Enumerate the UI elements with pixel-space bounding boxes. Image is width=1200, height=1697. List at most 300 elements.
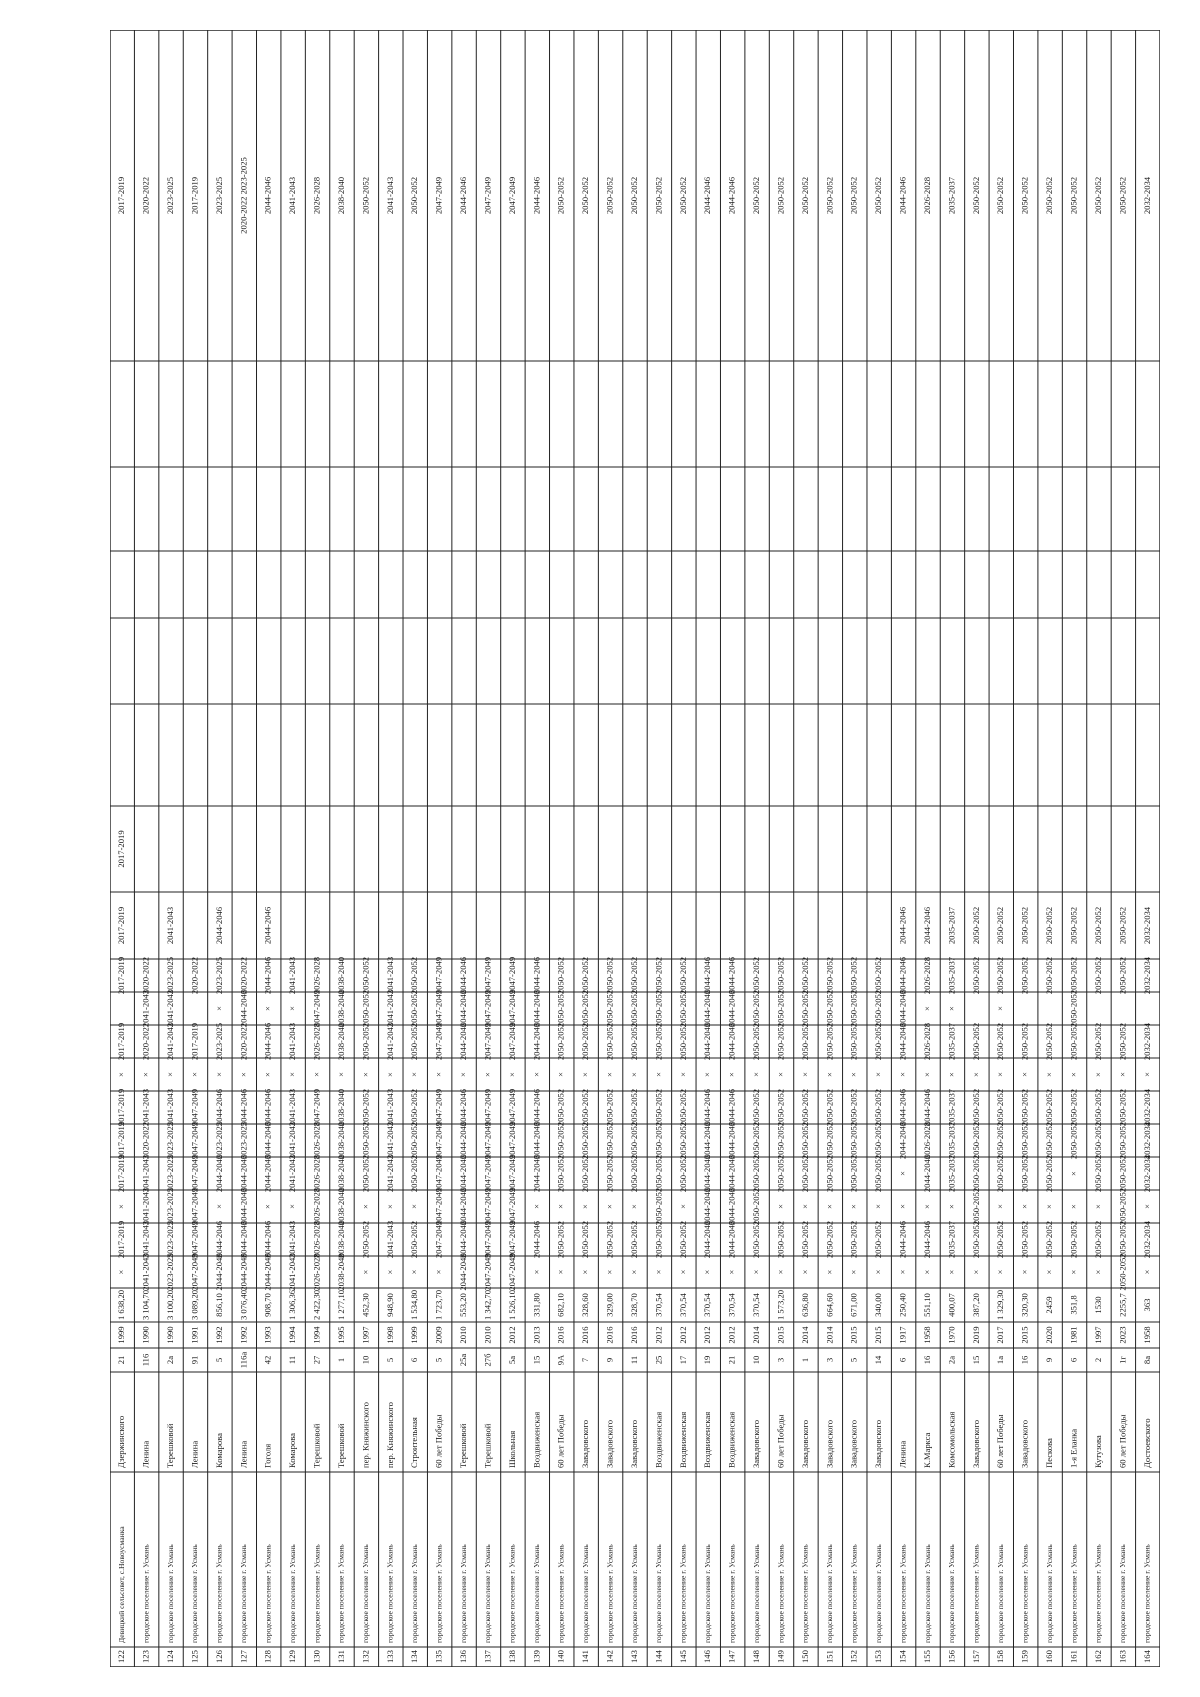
table-cell-area: 1 534,80: [409, 1289, 420, 1321]
table-cell-settlement: городское поселение г. Усмань: [361, 1544, 371, 1643]
table-cell-no: 151: [824, 1650, 835, 1663]
table-cell-c6: 2050-2052: [653, 1088, 664, 1127]
table-cell-year: 1958: [921, 1326, 932, 1344]
table-cell-c18: 2041-2043: [384, 176, 395, 215]
table-cell-street: 60 лет Победы: [433, 1414, 444, 1468]
table-cell-no: 142: [604, 1650, 615, 1663]
table-cell-c8: 2050-2052: [873, 1022, 884, 1061]
table-cell-c6: 2044-2046: [262, 1088, 273, 1127]
table-cell-c11: 2044-2046: [921, 906, 932, 945]
table-cell-settlement: городское поселение г. Усмань: [507, 1544, 517, 1643]
table-cell-c3: 2044-2046: [238, 1187, 249, 1226]
table-cell-c3: ×: [1068, 1204, 1079, 1209]
table-cell-c8: 2044-2046: [726, 1022, 737, 1061]
table-cell-street: Пескова: [1044, 1438, 1055, 1468]
table-cell-house: 15: [531, 1355, 542, 1365]
table-cell-c1: ×: [604, 1269, 615, 1275]
table-cell-c10: 2044-2046: [531, 956, 542, 995]
table-cell-year: 2015: [775, 1326, 786, 1344]
table-cell-area: 370,54: [677, 1293, 688, 1317]
table-cell-year: 1917: [897, 1326, 908, 1344]
table-cell-no: 146: [702, 1650, 713, 1663]
table-cell-c2: 2044-2046: [921, 1220, 932, 1259]
table-cell-no: 162: [1092, 1650, 1103, 1663]
table-cell-c9: ×: [262, 1006, 273, 1011]
table-cell-c8: 2050-2052: [751, 1022, 762, 1061]
table-cell-c1: ×: [799, 1269, 810, 1275]
table-cell-c2: 2050-2052: [555, 1220, 566, 1259]
table-cell-c10: 2050-2052: [360, 956, 371, 995]
table-cell-c6: 2050-2052: [848, 1088, 859, 1127]
table-cell-c6: 2044-2046: [897, 1088, 908, 1127]
table-cell-c2: 2050-2052: [799, 1220, 810, 1259]
table-cell-c8: 2041-2043: [384, 1022, 395, 1061]
table-cell-c10: 2023-2025: [165, 956, 176, 995]
table-cell-house: 116: [140, 1353, 151, 1367]
table-cell-c5: 2050-2052: [360, 1121, 371, 1160]
table-cell-c7: ×: [409, 1072, 420, 1077]
table-cell-c18: 2035-2037: [946, 176, 957, 215]
table-cell-c18: 2017-2019: [189, 176, 200, 215]
table-cell-c5: 2047-2049: [189, 1121, 200, 1160]
table-cell-c7: ×: [677, 1072, 688, 1077]
table-cell-street: пер. Княжинского: [360, 1402, 371, 1468]
table-cell-c6: 2044-2046: [921, 1088, 932, 1127]
table-cell-c6: 2050-2052: [360, 1088, 371, 1127]
table-cell-c2: 2050-2052: [1092, 1220, 1103, 1259]
table-cell-area: 387,20: [970, 1293, 981, 1317]
table-cell-area: 2459: [1044, 1296, 1055, 1314]
table-cell-c7: ×: [165, 1072, 176, 1077]
table-cell-c9: 2044-2046: [726, 989, 737, 1028]
table-cell-c5: 2047-2049: [482, 1121, 493, 1160]
table-cell-year: 1997: [1092, 1326, 1103, 1344]
table-cell-c1: ×: [531, 1269, 542, 1275]
table-cell-c10: 2020-2022: [189, 956, 200, 995]
table-cell-c7: ×: [873, 1072, 884, 1077]
table-cell-area: 351,8: [1068, 1295, 1079, 1315]
table-cell-c6: 2044-2046: [531, 1088, 542, 1127]
table-cell-c3: ×: [995, 1204, 1006, 1209]
table-cell-year: 1997: [360, 1326, 371, 1344]
table-cell-c1: ×: [1141, 1269, 1152, 1275]
table-cell-c5: 2047-2049: [433, 1121, 444, 1160]
table-cell-c2: 2044-2046: [213, 1220, 224, 1259]
table-cell-c18: 2038-2040: [335, 176, 346, 215]
table-cell-c6: 2041-2043: [165, 1088, 176, 1127]
table-cell-c8: 2050-2052: [995, 1022, 1006, 1061]
table-cell-house: 5: [433, 1357, 444, 1363]
table-cell-c3: ×: [116, 1204, 127, 1209]
table-cell-c3: 2047-2049: [482, 1187, 493, 1226]
table-cell-c10: 2050-2052: [824, 956, 835, 995]
table-cell-year: 2014: [799, 1326, 810, 1344]
table-cell-year: 1958: [1141, 1326, 1152, 1344]
table-cell-house: 7: [580, 1357, 591, 1363]
table-cell-c4: 2050-2052: [775, 1154, 786, 1193]
table-cell-c8: 2050-2052: [1019, 1022, 1030, 1061]
table-cell-house: 6: [1068, 1357, 1079, 1363]
table-cell-c7: ×: [824, 1072, 835, 1077]
table-cell-c10: 2038-2040: [335, 956, 346, 995]
table-cell-c4: 2032-2034: [1141, 1154, 1152, 1193]
table-cell-area: 370,54: [702, 1293, 713, 1317]
table-cell-c2: 2041-2043: [140, 1220, 151, 1259]
table-cell-house: 27: [311, 1355, 322, 1365]
table-cell-c3: ×: [604, 1204, 615, 1209]
table-cell-c8: 2044-2046: [531, 1022, 542, 1061]
table-cell-c2: 2050-2052: [848, 1220, 859, 1259]
table-cell-c6: 2050-2052: [873, 1088, 884, 1127]
table-cell-c5: 2050-2052: [628, 1121, 639, 1160]
table-cell-c5: 2023-2025: [213, 1121, 224, 1160]
table-cell-settlement: городское поселение г. Усмань: [922, 1544, 932, 1643]
table-cell-c3: ×: [873, 1204, 884, 1209]
table-cell-c5: 2026-2028: [311, 1121, 322, 1160]
table-cell-c1: 2023-2025: [165, 1253, 176, 1291]
table-cell-c9: 2050-2052: [799, 989, 810, 1028]
table-cell-c9: 2041-2043: [140, 989, 151, 1028]
table-cell-c6: 2047-2049: [506, 1088, 517, 1127]
table-cell-c10: 2041-2043: [384, 956, 395, 995]
table-cell-c1: ×: [751, 1269, 762, 1275]
table-cell-no: 144: [653, 1650, 664, 1663]
table-cell-c4: 2050-2052: [653, 1154, 664, 1193]
table-cell-c18: 2050-2052: [604, 176, 615, 215]
table-cell-area: 1 526,10: [506, 1289, 517, 1321]
table-cell-year: 2014: [824, 1326, 835, 1344]
table-cell-c2: 2026-2028: [311, 1220, 322, 1259]
table-cell-c5: 2020-2022: [140, 1121, 151, 1160]
table-cell-street: Завадовского: [751, 1419, 762, 1468]
table-cell-house: 11: [628, 1355, 639, 1365]
table-cell-area: 551,10: [921, 1293, 932, 1317]
table-cell-settlement: городское поселение г. Усмань: [1093, 1544, 1103, 1643]
table-cell-c4: 2050-2052: [970, 1154, 981, 1193]
table-cell-c6: 2044-2046: [702, 1088, 713, 1127]
table-cell-c6: 2047-2049: [189, 1088, 200, 1127]
table-cell-c9: ×: [921, 1006, 932, 1011]
table-cell-street: Завадовского: [799, 1419, 810, 1468]
table-cell-c6: 2050-2052: [1092, 1088, 1103, 1127]
table-cell-c10: 2035-2037: [946, 956, 957, 995]
table-cell-year: 2012: [506, 1326, 517, 1344]
table-cell-no: 155: [921, 1650, 932, 1663]
table-cell-year: 1999: [409, 1326, 420, 1344]
table-cell-c7: ×: [140, 1072, 151, 1077]
table-cell-year: 2012: [653, 1326, 664, 1344]
table-cell-c10: 2050-2052: [677, 956, 688, 995]
table-cell-area: 636,80: [799, 1293, 810, 1317]
table-cell-c10: 2026-2028: [311, 956, 322, 995]
table-cell-c9: 2050-2052: [775, 989, 786, 1028]
table-cell-c10: 2050-2052: [799, 956, 810, 995]
table-cell-c18: 2050-2052: [799, 176, 810, 215]
table-cell-c1: 2041-2043: [140, 1253, 151, 1291]
table-cell-c4: 2050-2052: [409, 1154, 420, 1193]
table-cell-c7: ×: [335, 1072, 346, 1077]
table-cell-c2: 2050-2052: [360, 1220, 371, 1259]
table-cell-c10: 2050-2052: [604, 956, 615, 995]
table-cell-year: 2016: [580, 1326, 591, 1344]
table-cell-c18: 2050-2052: [873, 176, 884, 215]
table-cell-c6: 2050-2052: [677, 1088, 688, 1127]
table-cell-c8: 2050-2052: [970, 1022, 981, 1061]
table-cell-c7: ×: [360, 1072, 371, 1077]
table-cell-c10: 2050-2052: [1117, 956, 1128, 995]
table-cell-c1: ×: [1068, 1269, 1079, 1275]
table-cell-c2: 2017-2019: [116, 1220, 127, 1259]
table-cell-c3: ×: [555, 1204, 566, 1209]
table-cell-settlement: городское поселение г. Усмань: [996, 1544, 1006, 1643]
table-cell-area: 329,00: [604, 1293, 615, 1317]
table-cell-street: Терешковой: [482, 1423, 493, 1468]
table-cell-area: 320,30: [1019, 1293, 1030, 1317]
table-cell-c1: ×: [897, 1269, 908, 1275]
table-cell-year: 2014: [751, 1326, 762, 1344]
table-cell-c7: ×: [580, 1072, 591, 1077]
table-cell-street: Завадовского: [970, 1419, 981, 1468]
table-cell-c5: 2050-2052: [580, 1121, 591, 1160]
table-cell-area: 682,10: [555, 1293, 566, 1317]
table-cell-c3: ×: [897, 1204, 908, 1209]
table-cell-settlement: городское поселение г. Усмань: [1118, 1544, 1128, 1643]
table-cell-settlement: городское поселение г. Усмань: [141, 1544, 151, 1643]
table-cell-c3: ×: [287, 1204, 298, 1209]
table-cell-c10: 2026-2028: [921, 956, 932, 995]
table-cell-no: 140: [555, 1650, 566, 1663]
table-cell-c5: 2044-2046: [458, 1121, 469, 1160]
table-cell-c8: 2050-2052: [824, 1022, 835, 1061]
table-cell-c3: ×: [775, 1204, 786, 1209]
table-cell-settlement: городское поселение г. Усмань: [580, 1544, 590, 1643]
table-cell-c3: 2050-2052: [970, 1187, 981, 1226]
table-cell-c8: 2050-2052: [775, 1022, 786, 1061]
table-cell-area: 1 306,36: [287, 1289, 298, 1321]
table-cell-c5: 2050-2052: [775, 1121, 786, 1160]
table-cell-street: 60 лет Победы: [1117, 1414, 1128, 1468]
table-cell-c6: 2050-2052: [628, 1088, 639, 1127]
table-cell-c1: 2050-2052: [1117, 1253, 1128, 1291]
table-cell-c9: 2050-2052: [360, 989, 371, 1028]
table-cell-c10: 2050-2052: [1068, 956, 1079, 995]
table-cell-area: 370,54: [653, 1293, 664, 1317]
table-cell-c7: ×: [433, 1072, 444, 1077]
table-cell-c2: 2050-2052: [775, 1220, 786, 1259]
table-cell-c8: 2038-2040: [335, 1022, 346, 1061]
table-cell-settlement: городское поселение г. Усмань: [190, 1544, 200, 1643]
table-cell-street: Воздвиженская: [653, 1411, 664, 1468]
table-cell-no: 158: [995, 1650, 1006, 1663]
table-cell-house: 21: [116, 1355, 127, 1365]
table-cell-c5: 2041-2043: [287, 1121, 298, 1160]
table-cell-house: 2а: [165, 1355, 176, 1365]
table-cell-c5: 2050-2052: [555, 1121, 566, 1160]
table-cell-c6: 2050-2052: [799, 1088, 810, 1127]
table-cell-c10: 2044-2046: [897, 956, 908, 995]
table-cell-c8: 2047-2049: [506, 1022, 517, 1061]
table-cell-c5: 2050-2052: [409, 1121, 420, 1160]
table-cell-c5: 2044-2046: [726, 1121, 737, 1160]
table-cell-settlement: городское поселение г. Усмань: [214, 1544, 224, 1643]
table-cell-c7: ×: [751, 1072, 762, 1077]
table-cell-c18: 2050-2052: [1044, 176, 1055, 215]
table-cell-c7: ×: [213, 1072, 224, 1077]
table-cell-c9: 2047-2049: [482, 989, 493, 1028]
table-cell-house: 16: [1019, 1355, 1030, 1365]
table-cell-c7: ×: [287, 1072, 298, 1077]
table-cell-c7: ×: [531, 1072, 542, 1077]
table-cell-c5: 2050-2052: [799, 1121, 810, 1160]
table-cell-c2: 2050-2052: [1044, 1220, 1055, 1259]
table-cell-c2: 2050-2052: [409, 1220, 420, 1259]
table-cell-house: 16: [921, 1355, 932, 1365]
table-cell-year: 2019: [970, 1326, 981, 1344]
table-cell-c4: 2050-2052: [1092, 1154, 1103, 1193]
table-cell-c7: ×: [848, 1072, 859, 1077]
table-cell-c7: ×: [506, 1072, 517, 1077]
table-cell-no: 122: [116, 1650, 127, 1663]
table-cell-c2: 2050-2052: [1117, 1220, 1128, 1259]
table-cell-c2: 2041-2043: [287, 1220, 298, 1259]
table-cell-c1: 2047-2049: [482, 1253, 493, 1291]
table-cell-street: Завадовского: [604, 1419, 615, 1468]
table-cell-c8: 2047-2049: [433, 1022, 444, 1061]
table-cell-c11: 2035-2037: [946, 906, 957, 945]
table-cell-settlement: городское поселение г. Усмань: [165, 1544, 175, 1643]
table-cell-c1: 2026-2028: [311, 1253, 322, 1291]
table-cell-c4: 2044-2046: [921, 1154, 932, 1193]
table-cell-c5: 2044-2046: [531, 1121, 542, 1160]
table-cell-no: 154: [897, 1650, 908, 1663]
table-cell-c18: 2050-2052: [1019, 176, 1030, 215]
table-cell-c18: 2050-2052: [848, 176, 859, 215]
table-cell-area: 1 723,70: [433, 1289, 444, 1321]
table-cell-house: 5: [213, 1357, 224, 1363]
table-cell-c3: 2050-2052: [751, 1187, 762, 1226]
table-cell-street: Ленина: [897, 1440, 908, 1468]
table-cell-year: 2012: [677, 1326, 688, 1344]
table-cell-year: 2015: [873, 1326, 884, 1344]
table-cell-c5: 2023-2025: [165, 1121, 176, 1160]
table-cell-house: 3: [824, 1357, 835, 1363]
table-cell-c4: ×: [1068, 1171, 1079, 1176]
table-cell-c2: 2044-2046: [726, 1220, 737, 1259]
table-cell-c4: 2044-2046: [531, 1154, 542, 1193]
table-cell-year: 2016: [628, 1326, 639, 1344]
table-cell-c3: 2038-2040: [335, 1187, 346, 1226]
table-cell-c7: ×: [726, 1072, 737, 1077]
table-cell-c1: ×: [702, 1269, 713, 1275]
table-cell-year: 1993: [262, 1326, 273, 1344]
table-cell-c5: 2050-2052: [653, 1121, 664, 1160]
table-cell-c5: 2044-2046: [897, 1121, 908, 1160]
table-cell-settlement: городское поселение г. Усмань: [556, 1544, 566, 1643]
table-cell-c8: 2041-2043: [287, 1022, 298, 1061]
table-cell-c4: 2050-2052: [1019, 1154, 1030, 1193]
table-cell-c10: 2017-2019: [116, 956, 127, 995]
table-cell-house: 10: [751, 1355, 762, 1365]
table-cell-no: 129: [287, 1650, 298, 1663]
table-cell-year: 2012: [702, 1326, 713, 1344]
table-cell-c7: ×: [384, 1072, 395, 1077]
table-cell-c2: 2044-2046: [897, 1220, 908, 1259]
table-cell-c8: 2044-2046: [458, 1022, 469, 1061]
table-cell-c11: 2050-2052: [995, 906, 1006, 945]
table-cell-settlement: городское поселение г. Усмань: [1020, 1544, 1030, 1643]
table-cell-c9: ×: [946, 1006, 957, 1011]
table-cell-c9: 2050-2052: [628, 989, 639, 1028]
table-cell-c6: 2035-2037: [946, 1088, 957, 1127]
table-cell-c7: ×: [311, 1072, 322, 1077]
table-cell-c4: 2041-2043: [140, 1154, 151, 1193]
table-cell-c7: ×: [653, 1072, 664, 1077]
table-cell-c4: ×: [897, 1171, 908, 1176]
table-cell-c8: 2044-2046: [702, 1022, 713, 1061]
table-cell-area: 664,60: [824, 1293, 835, 1317]
table-cell-street: Кутузова: [1092, 1435, 1103, 1468]
table-cell-settlement: городское поселение г. Усмань: [971, 1544, 981, 1643]
table-cell-street: Воздвиженская: [702, 1411, 713, 1468]
table-cell-c4: 2050-2052: [360, 1154, 371, 1193]
table-cell-c11: 2032-2034: [1141, 906, 1152, 945]
table-cell-c18: 2026-2028: [921, 176, 932, 215]
table-cell-house: 1: [799, 1357, 810, 1363]
table-cell-c5: 2050-2052: [751, 1121, 762, 1160]
table-cell-c1: ×: [628, 1269, 639, 1275]
table-cell-c10: 2047-2049: [506, 956, 517, 995]
table-cell-area: 1 342,70: [482, 1289, 493, 1321]
table-cell-c2: 2047-2049: [506, 1220, 517, 1259]
table-cell-c3: ×: [677, 1204, 688, 1209]
table-cell-no: 164: [1141, 1650, 1152, 1663]
table-cell-settlement: городское поселение г. Усмань: [483, 1544, 493, 1643]
table-cell-c7: ×: [995, 1072, 1006, 1077]
table-cell-c6: 2050-2052: [775, 1088, 786, 1127]
table-cell-c8: 2050-2052: [1044, 1022, 1055, 1061]
table-cell-settlement: городское поселение г. Усмань: [434, 1544, 444, 1643]
table-cell-year: 2016: [555, 1326, 566, 1344]
table-cell-c4: 2044-2046: [458, 1154, 469, 1193]
table-cell-area: 400,07: [946, 1293, 957, 1317]
table-cell-c5: 2038-2040: [335, 1121, 346, 1160]
table-cell-c9: 2044-2046: [531, 989, 542, 1028]
table-cell-c1: ×: [409, 1269, 420, 1275]
table-cell-street: Завадовского: [1019, 1419, 1030, 1468]
table-cell-c4: 2041-2043: [287, 1154, 298, 1193]
table-cell-c7: ×: [628, 1072, 639, 1077]
table-cell-c18: 2044-2046: [262, 176, 273, 215]
table-cell-street: 60 лет Победы: [995, 1414, 1006, 1468]
table-cell-c3: 2047-2049: [189, 1187, 200, 1226]
table-cell-c6: 2050-2052: [824, 1088, 835, 1127]
table-cell-year: 2023: [1117, 1326, 1128, 1344]
table-cell-c7: ×: [458, 1072, 469, 1077]
table-cell-c1: ×: [433, 1269, 444, 1275]
table-cell-area: 3 104,70: [140, 1289, 151, 1321]
table-cell-c10: 2044-2046: [262, 956, 273, 995]
table-cell-c1: ×: [995, 1269, 1006, 1275]
table-cell-c18: 2047-2049: [482, 176, 493, 215]
table-cell-c5: 2050-2052: [1044, 1121, 1055, 1160]
table-cell-house: 6: [409, 1357, 420, 1363]
table-cell-no: 134: [409, 1650, 420, 1663]
table-cell-c6: 2047-2049: [311, 1088, 322, 1127]
table-cell-c3: ×: [1092, 1204, 1103, 1209]
table-cell-c18: 2050-2052: [409, 176, 420, 215]
table-cell-street: Завадовского: [628, 1419, 639, 1468]
table-cell-c3: 2050-2052: [653, 1187, 664, 1226]
